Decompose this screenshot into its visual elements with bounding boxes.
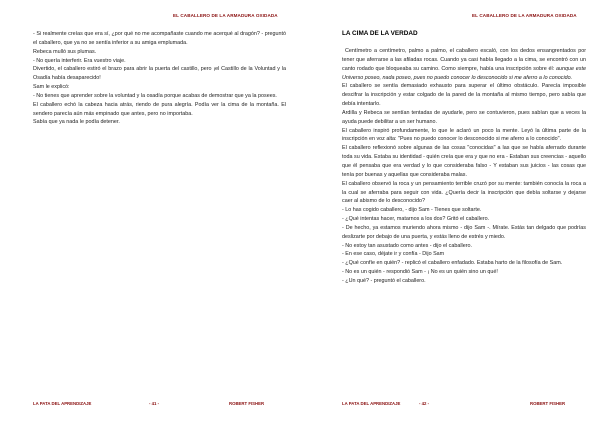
chapter-title: LA CIMA DE LA VERDAD	[342, 30, 418, 37]
paragraph: - De hecho, ya estamos muriendo ahora mismo - dijo Sam -. Mírate. Estás tan delgado que podrías deslizarte por debajo de una puerta, y estás lleno de estrés y miedo.	[342, 224, 586, 240]
paragraph: El caballero inspiró profundamente, lo que le aclaró un poco la mente. Leyó la última parte de la inscripción en voz alta: "Pues no puedo conocer lo desconocido si me aferro a lo conocido".	[342, 127, 586, 143]
footer-book-title: LA PATA DEL APRENDIZAJE	[342, 401, 401, 406]
running-header: EL CABALLERO DE LA ARMADURA OXIDADA	[472, 13, 577, 18]
page-number: - 42 -	[419, 401, 430, 406]
paragraph	[342, 47, 586, 82]
paragraph: El caballero echó la cabeza hacia atrás, riendo de pura alegría. Podía ver la cima de la montaña. El sendero parecía aún más empinado que antes, pero no importaba.	[33, 101, 286, 117]
paragraph: - No tienes que aprender sobre la voluntad y la osadía porque acabas de demostrar que ya la posees.	[33, 92, 277, 99]
paragraph: - En ese caso, déjate ir y confía - Dijo Sam	[342, 251, 445, 258]
page-number: - 41 -	[149, 401, 160, 406]
paragraph-text: Centímetro a centímetro, palmo a palmo, el caballero escaló, con los dedos ensangrentados por tener que aferrarse a las afiladas rocas. Cuando ya casi había llegado a la cima, se encontró con un canto rodado que bloqueaba su camino. Como siempre, había una inscripción sobre él:	[342, 48, 586, 72]
running-header: EL CABALLERO DE LA ARMADURA OXIDADA	[173, 13, 278, 18]
paragraph: Divertido, el caballero estiró el brazo para abrir la puerta del castillo, pero ¡el Castillo de la Voluntad y la Osadía había desaparecido!	[33, 66, 286, 82]
footer-book-title: LA PATA DEL APRENDIZAJE	[33, 401, 92, 406]
paragraph: El caballero observó la roca y un pensamiento terrible cruzó por su mente: también conocía la roca a la cual se aferraba para seguir con vida. ¿Quería decir la inscripción que debía soltarse y dejarse caer al abismo de lo desconocido?	[342, 180, 586, 205]
footer-author: ROBERT FISHER	[530, 401, 566, 406]
paragraph: Ardilla y Rebeca se sentían tentadas de ayudarle, pero se contuvieron, pues sabían que a veces la ayuda puede debilitar a un ser humano.	[342, 109, 586, 125]
paragraph: Sabía que ya nada le podía detener.	[33, 119, 120, 126]
paragraph: Rebeca mulló sus plumas.	[33, 48, 97, 55]
inscription-quote: aunque este Universo poseo, nada poseo, pues no puedo conocer lo desconocido si me aferro a lo conocido.	[342, 65, 586, 81]
paragraph: El caballero se sentía demasiado exhausto para superar el último obstáculo. Parecía imposible descifrar la inscripción y estar colgado de la pared de la montaña al mismo tiempo, pero sabía que debía intentarlo.	[342, 83, 586, 108]
right-page	[300, 0, 600, 424]
paragraph: El caballero reflexionó sobre algunas de las cosas "conocidas" a las que se había aferrado durante toda su vida. Estaba su identidad - quién creía que era y que no era - Estaban sus creencias - aquello que él pensaba que era verdad y lo que consideraba falso - Y estaban sus juicios - las cosas que tenía por buenas y aquellas que consideraba malas.	[342, 145, 586, 178]
paragraph: - No es un quién - respondió Sam - ¡ No es un quién sino un qué!	[342, 269, 498, 276]
paragraph: - ¿Un qué? - preguntó el caballero.	[342, 277, 426, 284]
paragraph: - No quería interferir. Era vuestro viaje.	[33, 57, 126, 64]
paragraph: - No estoy tan asustado como antes - dijo el caballero.	[342, 242, 473, 249]
paragraph: - Si realmente creías que era sí, ¿por qué no me acompañaste cuando me acerqué al dragón? - preguntó el caballero, que ya no se sentía inferior a su amiga emplumada.	[33, 31, 286, 46]
paragraph: - ¿Qué intentas hacer, matarnos a los dos? Gritó el caballero.	[342, 216, 490, 223]
footer-author: ROBERT FISHER	[229, 401, 265, 406]
paragraph: - Lo has cogido caballero, - dijo Sam - Tienes que soltarte.	[342, 207, 482, 214]
paragraph: Sam le explicó:	[33, 84, 70, 91]
paragraph: - ¿Qué confíe en quién? - replicó el caballero enfadado. Estaba harto de la filosofía de Sam.	[342, 260, 563, 267]
